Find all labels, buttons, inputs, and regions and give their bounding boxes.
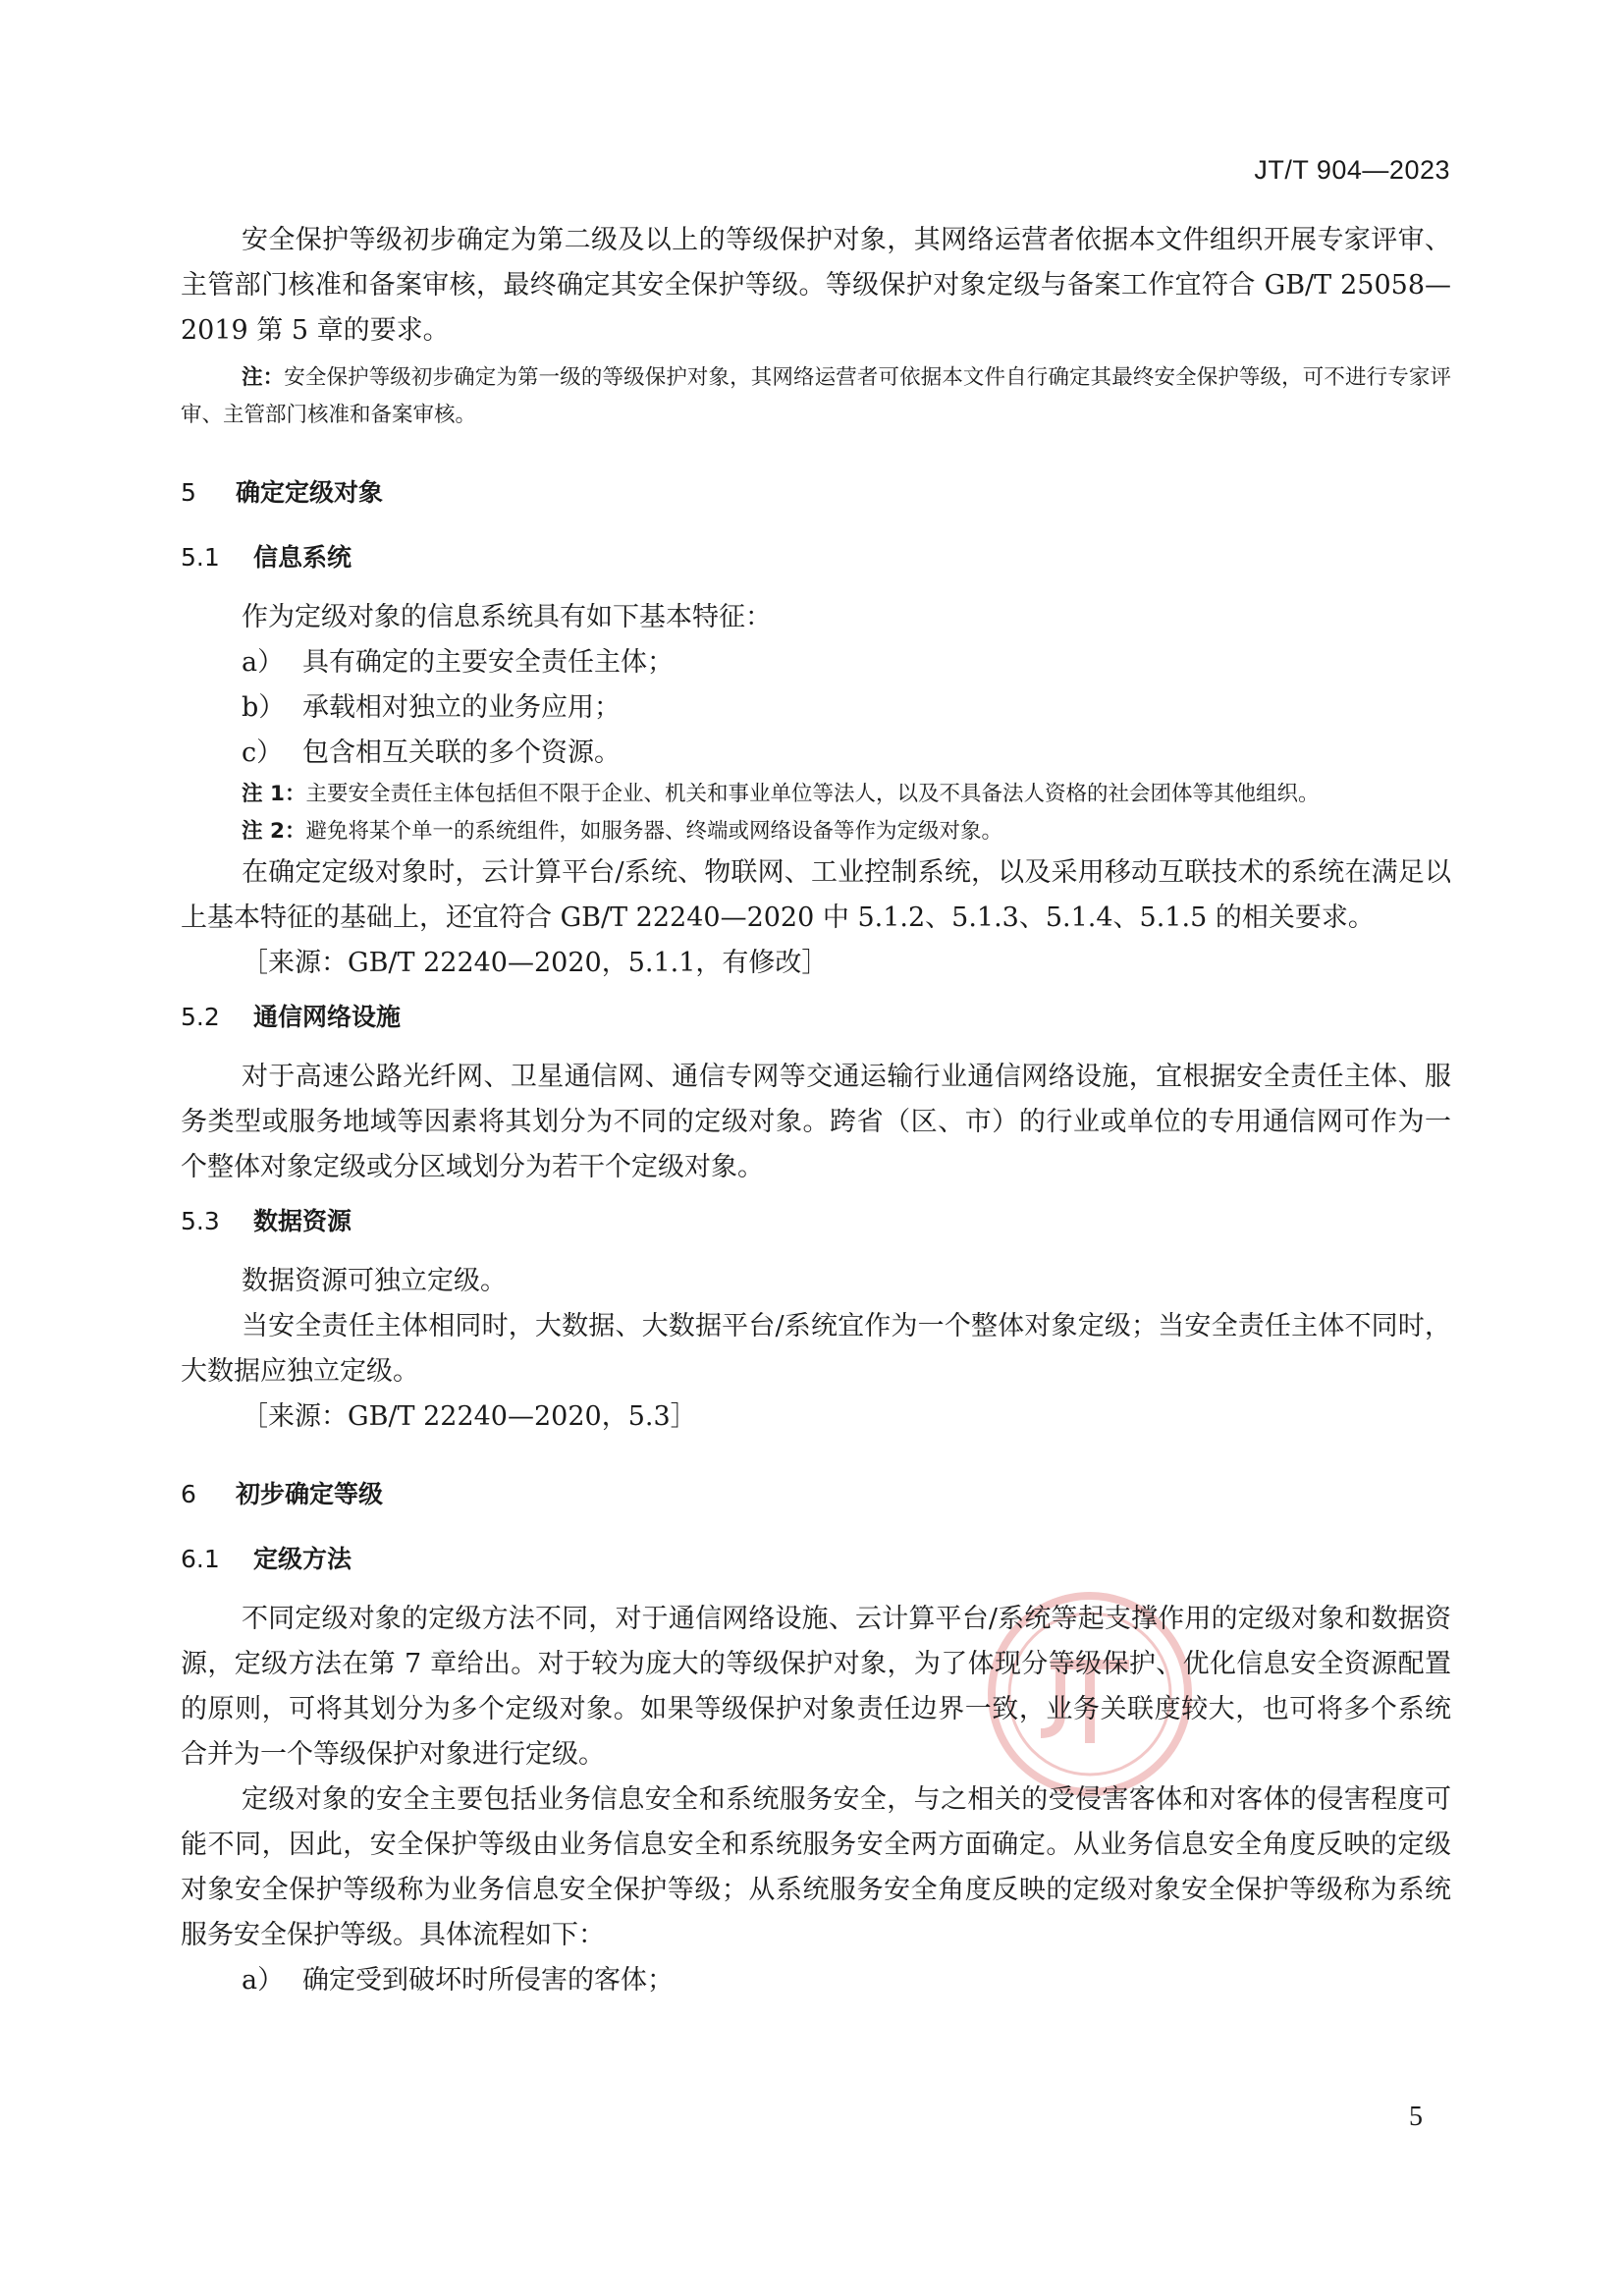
section-5-1-heading bbox=[181, 538, 1451, 577]
list-item bbox=[181, 731, 1451, 776]
document-body bbox=[181, 218, 1451, 2003]
section-number: 6 bbox=[181, 1480, 196, 1508]
s53-paragraph-1: 数据资源可独立定级。 bbox=[242, 1266, 507, 1296]
section-title: 通信网络设施 bbox=[253, 1003, 402, 1031]
s53-paragraph-2: 当安全责任主体相同时，大数据、大数据平台/系统宜作为一个整体对象定级；当安全责任主体不同时，大数据应独立定级。 bbox=[181, 1311, 1451, 1387]
section-title: 数据资源 bbox=[253, 1207, 352, 1235]
note-label: 注 1： bbox=[242, 782, 306, 806]
intro-paragraph: 安全保护等级初步确定为第二级及以上的等级保护对象，其网络运营者依据本文件组织开展专家评审、主管部门核准和备案审核，最终确定其安全保护等级。等级保护对象定级与备案工作宜符合 GB/T 25058—2019 第 5 章的要求。 bbox=[181, 225, 1451, 346]
s51-intro: 作为定级对象的信息系统具有如下基本特征： bbox=[242, 602, 772, 632]
section-title: 信息系统 bbox=[253, 543, 352, 572]
item-text: 确定受到破坏时所侵害的客体； bbox=[302, 1965, 674, 1995]
item-text: 承载相对独立的业务应用； bbox=[302, 692, 621, 723]
s52-paragraph: 对于高速公路光纤网、卫星通信网、通信专网等交通运输行业通信网络设施，宜根据安全责任主体、服务类型或服务地域等因素将其划分为不同的定级对象。跨省（区、市）的行业或单位的专用通信网可作为一个整体对象定级或分区域划分为若干个定级对象。 bbox=[181, 1062, 1451, 1182]
item-text: 包含相互关联的多个资源。 bbox=[302, 738, 621, 768]
section-number: 5.3 bbox=[181, 1207, 220, 1235]
section-5-3-heading bbox=[181, 1202, 1451, 1241]
item-label: c） bbox=[242, 738, 284, 768]
section-number: 5.1 bbox=[181, 543, 220, 572]
note-label: 注： bbox=[242, 365, 285, 390]
section-number: 6.1 bbox=[181, 1545, 220, 1573]
s61-paragraph-2: 定级对象的安全主要包括业务信息安全和系统服务安全，与之相关的受侵害客体和对客体的侵害程度可能不同，因此，安全保护等级由业务信息安全和系统服务安全两方面确定。从业务信息安全角度反映的定级对象安全保护等级称为业务信息安全保护等级；从系统服务安全角度反映的定级对象安全保护等级称为系统服务安全保护等级。具体流程如下： bbox=[181, 1784, 1451, 1950]
s51-note-1 bbox=[181, 776, 1451, 813]
s51-note-2 bbox=[181, 813, 1451, 850]
note-text: 避免将某个单一的系统组件，如服务器、终端或网络设备等作为定级对象。 bbox=[305, 819, 1002, 844]
s53-source: ［来源：GB/T 22240—2020，5.3］ bbox=[242, 1401, 697, 1432]
item-label: b） bbox=[242, 692, 286, 723]
item-text: 具有确定的主要安全责任主体； bbox=[302, 647, 674, 678]
s51-paragraph: 在确定定级对象时，云计算平台/系统、物联网、工业控制系统，以及采用移动互联技术的系统在满足以上基本特征的基础上，还宜符合 GB/T 22240—2020 中 5.1.2、5.1.3、5.1.4、5.1.5 的相关要求。 bbox=[181, 857, 1451, 933]
item-label: a） bbox=[242, 647, 285, 678]
page-number: 5 bbox=[1409, 2102, 1423, 2132]
note-text: 主要安全责任主体包括但不限于企业、机关和事业单位等法人，以及不具备法人资格的社会团体等其他组织。 bbox=[305, 782, 1320, 806]
intro-note bbox=[181, 359, 1451, 434]
section-number: 5.2 bbox=[181, 1003, 220, 1031]
section-6-1-heading bbox=[181, 1540, 1451, 1579]
section-title: 定级方法 bbox=[253, 1545, 352, 1573]
item-label: a） bbox=[242, 1965, 285, 1995]
s51-source: ［来源：GB/T 22240—2020，5.1.1，有修改］ bbox=[242, 948, 829, 978]
s61-paragraph-1: 不同定级对象的定级方法不同，对于通信网络设施、云计算平台/系统等起支撑作用的定级对象和数据资源，定级方法在第 7 章给出。对于较为庞大的等级保护对象，为了体现分等级保护、优化信息安全资源配置的原则，可将其划分为多个定级对象。如果等级保护对象责任边界一致，业务关联度较大，也可将多个系统合并为一个等级保护对象进行定级。 bbox=[181, 1604, 1451, 1770]
standard-code-header: JT/T 904—2023 bbox=[1254, 155, 1450, 185]
list-item bbox=[181, 640, 1451, 685]
list-item bbox=[181, 1958, 1451, 2003]
note-text: 安全保护等级初步确定为第一级的等级保护对象，其网络运营者可依据本文件自行确定其最终安全保护等级，可不进行专家评审、主管部门核准和备案审核。 bbox=[181, 365, 1451, 427]
section-title: 确定定级对象 bbox=[236, 478, 384, 507]
section-number: 5 bbox=[181, 478, 196, 507]
section-5-heading bbox=[181, 473, 1451, 513]
section-6-heading bbox=[181, 1475, 1451, 1514]
section-5-2-heading bbox=[181, 998, 1451, 1037]
section-title: 初步确定等级 bbox=[236, 1480, 384, 1508]
note-label: 注 2： bbox=[242, 819, 306, 844]
list-item bbox=[181, 685, 1451, 731]
